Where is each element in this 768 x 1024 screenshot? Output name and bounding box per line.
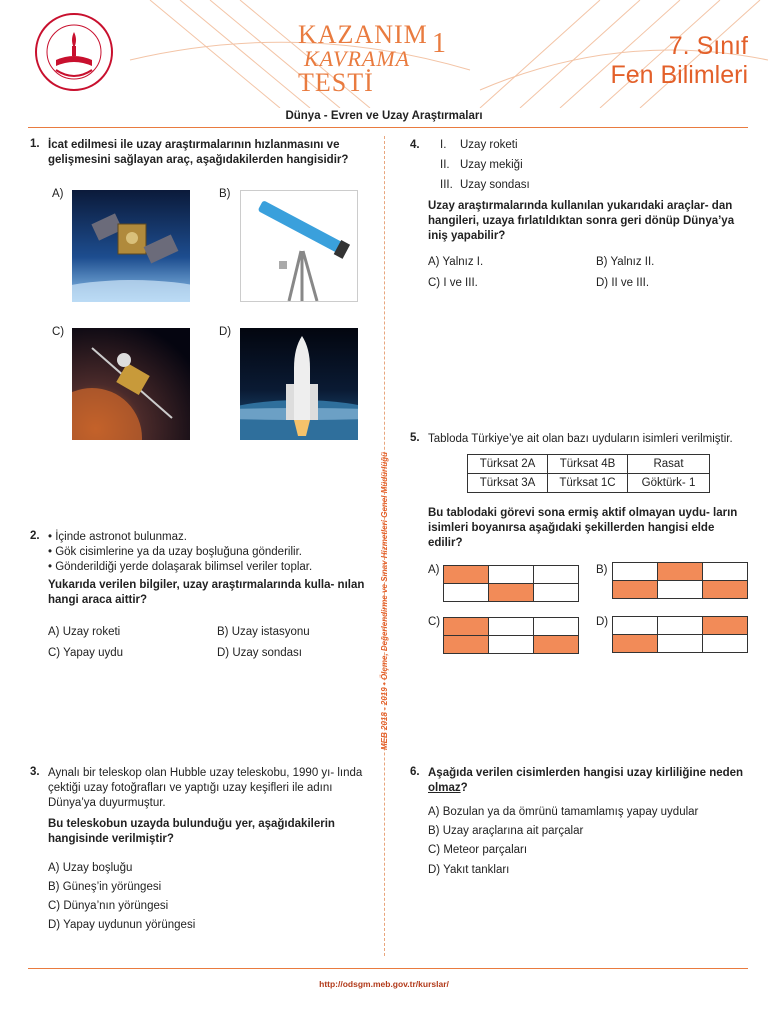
title-line-3: TESTİ [298, 68, 374, 97]
bullet-2: • Gök cisimlerine ya da uzay boşluğuna gönderilir. [48, 546, 302, 558]
option-label-a[interactable]: A) [52, 188, 64, 200]
bullet-3: • Gönderildiği yerde dolaşarak bilimsel veriler toplar. [48, 561, 313, 573]
grid-cell [534, 636, 579, 654]
item-text-2: Uzay mekiği [460, 159, 523, 171]
grid-cell [613, 635, 658, 653]
grade-label: 7. Sınıf [668, 32, 748, 60]
question-stem: Uzay araştırmalarında kullanılan yukarıdaki araçlar- dan hangileri, uzaya fırlatıldıktan sonra geri dönüp Dünya’ya iniş yapabilir? [428, 200, 735, 242]
grid-cell [489, 636, 534, 654]
question-stem: Yukarıda verilen bilgiler, uzay araştırmalarında kulla- nılan hangi araca aittir? [48, 579, 365, 606]
question-2 [30, 530, 368, 608]
question-number: 6. [410, 766, 420, 778]
topic-title: Dünya - Evren ve Uzay Araştırmaları [285, 110, 483, 122]
question-stem: Bu teleskobun uzayda bulunduğu yer, aşağıdakilerin hangisinde verilmiştir? [48, 818, 335, 845]
option-a[interactable]: A) Yalnız I. [428, 256, 484, 268]
option-c[interactable]: C) Meteor parçaları [428, 844, 528, 856]
table-cell: Rasat [628, 455, 710, 474]
grid-cell [534, 618, 579, 636]
option-b[interactable]: B) Uzay istasyonu [217, 626, 310, 638]
option-b[interactable]: B) Güneş’in yörüngesi [48, 881, 162, 893]
question-stem-end: ? [460, 782, 468, 794]
grid-cell [489, 566, 534, 584]
grid-option-c[interactable] [443, 617, 579, 655]
item-roman-3: III. [440, 179, 453, 191]
question-5 [410, 432, 758, 447]
option-c[interactable]: C) I ve III. [428, 277, 478, 289]
footer-link[interactable]: http://odsgm.meb.gov.tr/kurslar/ [319, 979, 449, 989]
option-d[interactable]: D) II ve III. [596, 277, 650, 289]
option-d[interactable]: D) Yapay uydunun yörüngesi [48, 919, 196, 931]
grid-cell [703, 617, 748, 635]
option-b[interactable]: B) Uzay araçlarına ait parçalar [428, 825, 584, 837]
item-roman-1: I. [440, 139, 447, 151]
title-line-2: KAVRAMA [304, 46, 411, 71]
question-intro: Aynalı bir teleskop olan Hubble uzay teleskobu, 1990 yı- lında çektiği uzay fotoğrafları ve yaptığı uzay keşifleri ile adını Dünya’ya duyurmuştur. [48, 767, 363, 809]
question-number: 5. [410, 432, 420, 444]
table-cell: Göktürk- 1 [628, 474, 710, 493]
space-probe-image[interactable] [72, 328, 190, 440]
table-cell: Türksat 2A [468, 455, 548, 474]
grid-cell [444, 618, 489, 636]
question-5-stem [428, 506, 750, 551]
grid-cell [613, 581, 658, 599]
bullet-1: • İçinde astronot bulunmaz. [48, 531, 187, 543]
satellite-image[interactable] [72, 190, 190, 302]
page-header [0, 0, 768, 108]
grid-option-b[interactable] [612, 562, 748, 600]
question-number: 1. [30, 138, 40, 150]
option-a[interactable]: A) Bozulan ya da ömrünü tamamlamış yapay uydular [428, 806, 699, 818]
table-row [468, 455, 710, 474]
option-d[interactable]: D) Yakıt tankları [428, 864, 510, 876]
option-c[interactable]: C) Yapay uydu [48, 647, 124, 659]
side-text [380, 360, 394, 750]
grid-cell [444, 584, 489, 602]
grid-option-d[interactable] [612, 616, 748, 654]
question-stem-emphasis: olmaz [428, 782, 461, 794]
item-text-3: Uzay sondası [460, 179, 530, 191]
question-stem: Bu tablodaki görevi sona ermiş aktif olmayan uydu- ların isimleri boyanırsa aşağıdaki şekillerden hangisi elde edilir? [428, 507, 738, 549]
option-label-c[interactable]: C) [52, 326, 65, 338]
question-number: 3. [30, 766, 40, 778]
grid-cell [613, 563, 658, 581]
option-d[interactable]: D) Uzay sondası [217, 647, 303, 659]
table-cell: Türksat 4B [548, 455, 628, 474]
grid-cell [658, 563, 703, 581]
rocket-image[interactable] [240, 328, 358, 440]
test-number: 1 [432, 28, 446, 59]
question-intro: Tabloda Türkiye’ye ait olan bazı uyduların isimleri verilmiştir. [428, 433, 733, 445]
grid-cell [444, 566, 489, 584]
grid-cell [534, 566, 579, 584]
subject-label: Fen Bilimleri [610, 61, 748, 89]
grid-cell [658, 617, 703, 635]
title-line-1: KAZANIM [298, 20, 428, 49]
question-number: 4. [410, 139, 420, 151]
grid-cell [534, 584, 579, 602]
side-text-label: MEB 2018 - 2019 • Ölçme, Değerlendirme ve Sınav Hizmetleri Genel Müdürlüğü [380, 451, 389, 750]
option-b[interactable]: B) Yalnız II. [596, 256, 655, 268]
option-label-b[interactable]: B) [219, 188, 231, 200]
option-a[interactable]: A) Uzay boşluğu [48, 862, 133, 874]
ministry-logo [34, 12, 114, 92]
grid-cell [613, 617, 658, 635]
question-stem: Aşağıda verilen cisimlerden hangisi uzay kirliliğine neden [428, 767, 744, 779]
option-label-d[interactable]: D) [219, 326, 232, 338]
question-4-stem [428, 199, 748, 244]
topic-rule [28, 127, 748, 128]
option-label-b[interactable]: B) [596, 564, 608, 576]
question-number: 2. [30, 530, 40, 542]
option-c[interactable]: C) Dünya’nın yörüngesi [48, 900, 169, 912]
grid-cell [489, 584, 534, 602]
grid-cell [703, 581, 748, 599]
question-1 [30, 138, 368, 168]
item-text-1: Uzay roketi [460, 139, 518, 151]
grid-cell [703, 563, 748, 581]
test-title [298, 22, 428, 96]
table-cell: Türksat 3A [468, 474, 548, 493]
grid-cell [703, 635, 748, 653]
option-label-d[interactable]: D) [596, 616, 609, 628]
grade-subject [610, 32, 748, 90]
option-label-a[interactable]: A) [428, 564, 440, 576]
satellite-table [467, 454, 710, 493]
grid-cell [444, 636, 489, 654]
grid-option-a[interactable] [443, 565, 579, 603]
question-6 [410, 766, 750, 796]
question-stem: İcat edilmesi ile uzay araştırmalarının hızlanmasını ve gelişmesini sağlayan araç, aşağıdakilerden hangisidir? [48, 139, 349, 166]
table-cell: Türksat 1C [548, 474, 628, 493]
table-row [468, 474, 710, 493]
item-roman-2: II. [440, 159, 450, 171]
option-a[interactable]: A) Uzay roketi [48, 626, 121, 638]
grid-cell [489, 618, 534, 636]
question-3 [30, 766, 368, 847]
option-label-c[interactable]: C) [428, 616, 441, 628]
grid-cell [658, 635, 703, 653]
footer-rule [28, 968, 748, 969]
grid-cell [658, 581, 703, 599]
telescope-image[interactable] [240, 190, 358, 302]
